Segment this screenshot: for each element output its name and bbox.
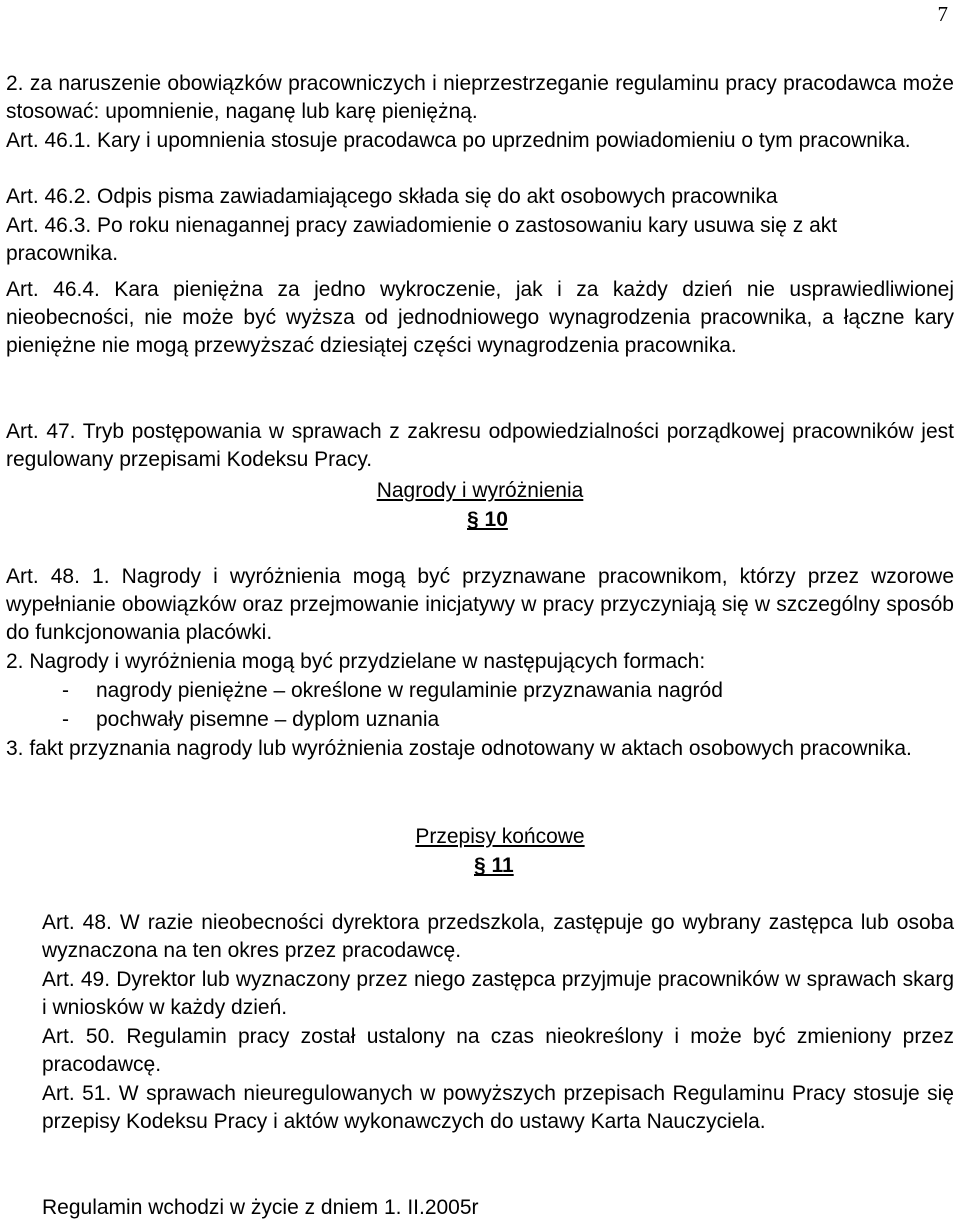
- paragraph-art-48-1: Art. 48. 1. Nagrody i wyróżnienia mogą być przyznawane pracownikom, którzy przez wzorowe wypełnianie obowiązków oraz przejmowanie inicjatywy w pracy przyczyniają się w szczególny sposób do funkcjonowania placówki.: [6, 565, 954, 644]
- paragraph-art-51: Art. 51. W sprawach nieuregulowanych w powyższych przepisach Regulaminu Pracy stosuje się przepisy Kodeksu Pracy i aktów wykonawczych do ustawy Karta Nauczyciela.: [42, 1082, 954, 1133]
- list-item-text: pochwały pisemne – dyplom uznania: [96, 708, 440, 731]
- section-11-number: § 11: [474, 854, 514, 877]
- paragraph-art-46-2: Art. 46.2. Odpis pisma zawiadamiającego składa się do akt osobowych pracownika: [6, 185, 778, 208]
- paragraph-art-48-2: 2. Nagrody i wyróżnienia mogą być przydzielane w następujących formach:: [6, 650, 706, 673]
- paragraph-art-49: Art. 49. Dyrektor lub wyznaczony przez niego zastępca przyjmuje pracowników w sprawach skarg i wniosków w każdy dzień.: [42, 968, 954, 1019]
- list-bullet: -: [62, 708, 69, 731]
- paragraph-art-50: Art. 50. Regulamin pracy został ustalony na czas nieokreślony i może być zmieniony przez pracodawcę.: [42, 1025, 954, 1076]
- list-item-text: nagrody pieniężne – określone w regulaminie przyznawania nagród: [96, 679, 723, 702]
- paragraph-art-48: Art. 48. W razie nieobecności dyrektora przedszkola, zastępuje go wybrany zastępca lub osoba wyznaczona na ten okres przez pracodawcę.: [42, 911, 954, 962]
- paragraph-art-46-3: Art. 46.3. Po roku nienagannej pracy zawiadomienie o zastosowaniu kary usuwa się z akt pracownika.: [6, 214, 838, 265]
- section-10-number: § 10: [467, 508, 508, 531]
- paragraph-penalties: 2. za naruszenie obowiązków pracowniczych i nieprzestrzeganie regulaminu pracy pracodawca może stosować: upomnienie, naganę lub karę pieniężną.: [6, 72, 954, 123]
- paragraph-art-46-4: Art. 46.4. Kara pieniężna za jedno wykroczenie, jak i za każdy dzień nie usprawiedliwionej nieobecności, nie może być wyższa od jednodniowego wynagrodzenia pracownika, a łączne kary pieniężne nie mogą przewyższać dziesiątej części wynagrodzenia pracownika.: [6, 278, 954, 357]
- paragraph-art-46-1: Art. 46.1. Kary i upomnienia stosuje pracodawca po uprzednim powiadomieniu o tym pracownika.: [6, 129, 911, 152]
- page-number: 7: [937, 2, 948, 26]
- list-bullet: -: [62, 679, 69, 702]
- list-item-written-praise: [62, 706, 439, 734]
- section-11-title: Przepisy końcowe: [415, 825, 585, 848]
- paragraph-art-47: Art. 47. Tryb postępowania w sprawach z zakresu odpowiedzialności porządkowej pracowników jest regulowany przepisami Kodeksu Pracy.: [6, 420, 954, 471]
- section-10-title: Nagrody i wyróżnienia: [376, 479, 584, 502]
- list-item-money-awards: [62, 677, 723, 705]
- effective-date-line: Regulamin wchodzi w życie z dniem 1. II.2005r: [42, 1196, 479, 1219]
- paragraph-art-48-3: 3. fakt przyznania nagrody lub wyróżnienia zostaje odnotowany w aktach osobowych pracownika.: [6, 737, 912, 760]
